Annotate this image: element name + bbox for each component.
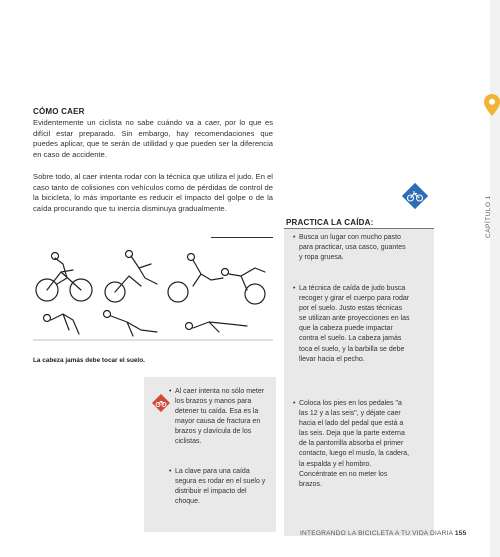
practice-item xyxy=(293,284,411,365)
tip-item xyxy=(169,467,271,507)
practice-text: Coloca los pies en los pedales "a las 12 y a las seis", y déjate caer hacia el lado del pedal que está a las seis. Deja que la parte externa de la pantorrilla absorba el primer contacto, luego el muslo, la cadera, la espalda y el hombro. Concéntrate en no meter los brazos. xyxy=(299,400,410,488)
bullet: • xyxy=(169,468,172,475)
judo-paragraph: Sobre todo, al caer intenta rodar con la técnica que utiliza el judo. En el caso tanto de colisiones con vehículos como de pérdidas de control de la bicicleta, lo más importante es reducir el impacto del golpe o de la caída procurando que tu inercia disminuya gradualmente. xyxy=(33,172,273,213)
page-number: 155 xyxy=(454,530,467,537)
bicycle-warning-icon xyxy=(152,394,170,412)
tip-text: Al caer intenta no sólo meter los brazos y manos para detener tu caída. Esa es la mayor causa de fractura en brazos y clavícula de los ciclistas. xyxy=(175,388,265,445)
practice-heading: PRACTICA LA CAÍDA: xyxy=(286,218,374,227)
page-footer xyxy=(300,530,465,537)
bicycle-sign-icon xyxy=(401,182,429,210)
practice-text: La técnica de caída de judo busca recoger y girar el cuerpo para rodar por el suelo. Justo estas técnicas se utilizan ante proyecciones en las que la cabeza puede impactar contra el suelo. La cabeza jamás toca el suelo, y la barbilla se debe llevar hacia el pecho. xyxy=(299,285,410,363)
intro-paragraph: Evidentemente un ciclista no sabe cuándo va a caer, por lo que es difícil estar preparado. Sin embargo, hay recomendaciones que puedes aplicar, que te serán de utilidad y que pueden ser la diferencia en caso de accidente. xyxy=(33,118,273,159)
heading-rule xyxy=(284,228,434,229)
paragraph-end-rule xyxy=(211,237,273,238)
practice-box xyxy=(284,229,434,536)
tip-item xyxy=(169,387,271,447)
tip-text: La clave para una caída segura es rodar en el suelo y distribuir el impacto del choque. xyxy=(175,468,266,505)
chapter-side-bar xyxy=(490,0,500,557)
chapter-tab xyxy=(485,178,497,238)
section-heading: CÓMO CAER xyxy=(33,107,85,116)
bullet: • xyxy=(293,400,296,407)
fall-sequence-illustration xyxy=(33,250,273,350)
bullet: • xyxy=(169,388,172,395)
chapter-label: CAPÍTULO 1 xyxy=(485,195,492,238)
practice-text: Busca un lugar con mucho pasto para practicar, usa casco, guantes y ropa gruesa. xyxy=(299,234,406,262)
practice-item xyxy=(293,233,411,263)
bullet: • xyxy=(293,234,296,241)
practice-item xyxy=(293,399,411,490)
bullet: • xyxy=(293,285,296,292)
illustration-caption: La cabeza jamás debe tocar el suelo. xyxy=(33,357,145,364)
location-pin-icon xyxy=(484,94,500,116)
footer-title: INTEGRANDO LA BICICLETA A TU VIDA DIARIA xyxy=(300,530,453,537)
